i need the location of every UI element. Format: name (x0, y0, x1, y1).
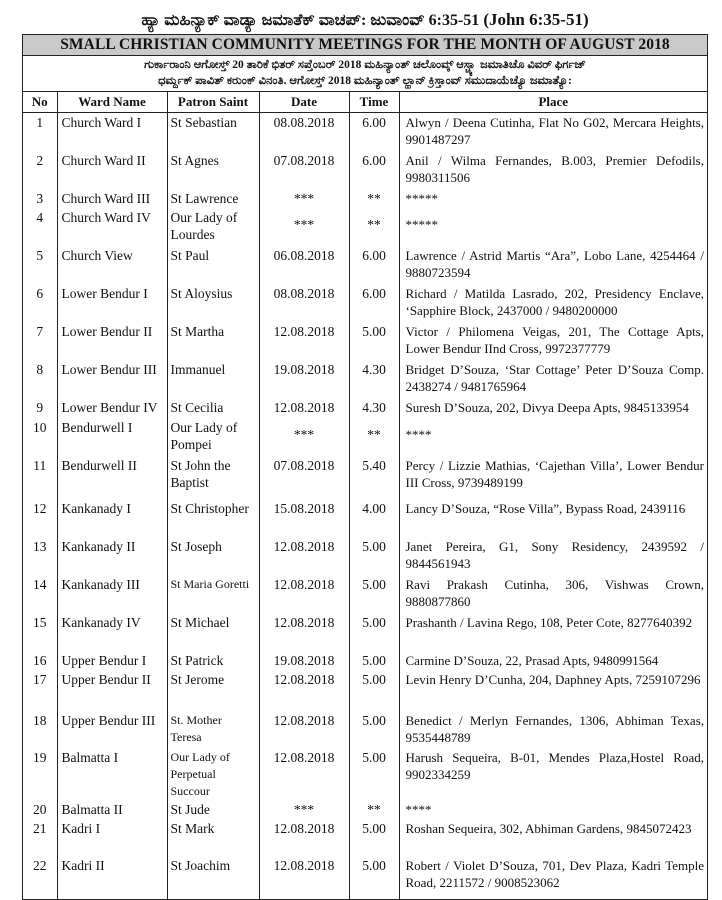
meeting-date: 12.08.2018 (259, 748, 349, 800)
table-row (23, 456, 707, 499)
meeting-place: Roshan Sequeira, 302, Abhiman Gardens, 9845072423 (399, 819, 707, 856)
meeting-time: 5.00 (349, 575, 399, 613)
meeting-place: Suresh D’Souza, 202, Divya Deepa Apts, 9845133954 (399, 398, 707, 418)
meeting-place: Benedict / Merlyn Fernandes, 1306, Abhiman Texas, 9535448789 (399, 711, 707, 748)
table-row (23, 819, 707, 856)
meeting-date: 06.08.2018 (259, 246, 349, 284)
patron-saint: St Christopher (167, 499, 259, 537)
patron-saint: Our Lady of Lourdes (167, 208, 259, 246)
meeting-date: 12.08.2018 (259, 537, 349, 575)
row-number: 7 (36, 323, 44, 339)
ward-name: Bendurwell II (57, 456, 167, 499)
ward-name: Church Ward III (57, 189, 167, 208)
row-number: 1 (36, 115, 44, 130)
row-number: 19 (33, 749, 47, 765)
patron-saint: St Jude (167, 800, 259, 819)
meeting-place: Ravi Prakash Cutinha, 306, Vishwas Crown, 9880877860 (399, 575, 707, 613)
patron-saint: St Aloysius (167, 284, 259, 322)
ward-name: Kankanady I (57, 499, 167, 537)
row-number: 5 (36, 247, 44, 263)
patron-saint: St John the Baptist (167, 456, 259, 499)
ward-name: Bendurwell I (57, 418, 167, 456)
meeting-place: ***** (399, 208, 707, 246)
table-row (23, 856, 707, 896)
col-header-time: Time (349, 92, 399, 113)
meeting-date: 12.08.2018 (259, 398, 349, 418)
meeting-place: Prashanth / Lavina Rego, 108, Peter Cote, 8277640392 (399, 613, 707, 651)
table-row (23, 398, 707, 418)
meeting-date: 08.08.2018 (259, 284, 349, 322)
row-number: 3 (36, 190, 44, 206)
ward-name: Church Ward II (57, 151, 167, 189)
col-header-saint: Patron Saint (167, 92, 259, 113)
row-number: 4 (36, 209, 44, 225)
spacer-cell (167, 896, 259, 899)
meeting-time: 6.00 (349, 151, 399, 189)
page-title: SMALL CHRISTIAN COMMUNITY MEETINGS FOR THE MONTH OF AUGUST 2018 (23, 35, 707, 56)
col-header-place: Place (399, 92, 707, 113)
meeting-date: 12.08.2018 (259, 613, 349, 651)
meeting-place: Lawrence / Astrid Martis “Ara”, Lobo Lane, 4254464 / 9880723594 (399, 246, 707, 284)
meetings-table (23, 92, 707, 899)
ward-name: Kankanady III (57, 575, 167, 613)
intro-line-2: ಧರ್ಮ್ದಕ್ ಪಾವಿತ್ ಕರುಂಕ್ ವಿನಂತಿ. ಆಗೋಸ್ತ್ 2018 ಮಹಿನ್ಯಾಂತ್ ಲ್ಹಾನ್ ಕ್ರಿಸ್ತಾಂವ್ ಸಮುದಾಯೆಚ್ಯೊ ಜಮಾತ್ಯೊ: (158, 75, 572, 87)
meeting-place: **** (399, 418, 707, 456)
row-number: 2 (36, 152, 44, 168)
row-number: 18 (33, 712, 47, 728)
table-row (23, 360, 707, 398)
patron-saint: Immanuel (167, 360, 259, 398)
meeting-place: Bridget D’Souza, ‘Star Cottage’ Peter D’Souza Comp. 2438274 / 9481765964 (399, 360, 707, 398)
meeting-date: *** (259, 418, 349, 456)
table-body (23, 113, 707, 899)
meeting-date: 12.08.2018 (259, 711, 349, 748)
meeting-place: Harush Sequeira, B-01, Mendes Plaza,Hostel Road, 9902334259 (399, 748, 707, 800)
meeting-date: 12.08.2018 (259, 856, 349, 896)
table-row (23, 322, 707, 360)
table-row (23, 499, 707, 537)
meeting-time: ** (349, 418, 399, 456)
patron-saint: St Mark (167, 819, 259, 856)
reading-verse (22, 6, 708, 34)
ward-name: Kankanady IV (57, 613, 167, 651)
row-number: 11 (33, 457, 47, 473)
meeting-date: 07.08.2018 (259, 151, 349, 189)
meeting-date: 19.08.2018 (259, 360, 349, 398)
intro-line-1: ಗುರ್ಕಾರಾಂನಿ ಆಗೋಸ್ತ್ 20 ತಾರಿಕೆ ಭಿತರ್ ಸಪ್ತೆಂಬರ್ 2018 ಮಹಿನ್ಯಾಂತ್ ಚಲೊಂವ್ಕ್ ಆಸ್ಚ್ಯಾ ಜಮಾತಿಚೊ ವಿವರ್ ಫಿರ್ಗಜ್ (144, 59, 586, 71)
patron-saint: St Michael (167, 613, 259, 651)
meeting-place: Levin Henry D’Cunha, 204, Daphney Apts, 7259107296 (399, 670, 707, 711)
patron-saint: St Martha (167, 322, 259, 360)
patron-saint: Our Lady of Pompei (167, 418, 259, 456)
meeting-date: 12.08.2018 (259, 322, 349, 360)
meeting-time: ** (349, 189, 399, 208)
verse-english: (John 6:35-51) (483, 10, 589, 29)
meeting-date: 07.08.2018 (259, 456, 349, 499)
meeting-date: *** (259, 208, 349, 246)
col-header-ward: Ward Name (57, 92, 167, 113)
meeting-time: 5.40 (349, 456, 399, 499)
spacer-cell (259, 896, 349, 899)
meeting-place: **** (399, 800, 707, 819)
meeting-place: Janet Pereira, G1, Sony Residency, 2439592 / 9844561943 (399, 537, 707, 575)
meeting-date: 19.08.2018 (259, 651, 349, 670)
meeting-date: 15.08.2018 (259, 499, 349, 537)
table-row (23, 418, 707, 456)
meeting-time: 4.30 (349, 360, 399, 398)
row-number: 6 (36, 285, 44, 301)
patron-saint: St Joachim (167, 856, 259, 896)
verse-kannada: ಹ್ಯಾ ಮಹಿನ್ಯಾಕ್ ವಾಡ್ಯಾ ಜಮಾತೆಕ್ ವಾಚಪ್: ಜುವಾಂವ್ 6:35-51 (141, 12, 480, 29)
ward-name: Church View (57, 246, 167, 284)
row-number: 22 (33, 857, 47, 873)
table-row (23, 113, 707, 151)
spacer-cell (399, 896, 707, 899)
patron-saint: St Paul (167, 246, 259, 284)
table-row (23, 284, 707, 322)
meeting-place: Richard / Matilda Lasrado, 202, Presidency Enclave, ‘Sapphire Block, 2437000 / 9480200000 (399, 284, 707, 322)
table-row (23, 246, 707, 284)
table-row (23, 800, 707, 819)
meeting-time: 5.00 (349, 711, 399, 748)
table-header-row (23, 92, 707, 113)
ward-name: Upper Bendur I (57, 651, 167, 670)
patron-saint: St Patrick (167, 651, 259, 670)
col-header-date: Date (259, 92, 349, 113)
meeting-time: 6.00 (349, 113, 399, 151)
table-row (23, 208, 707, 246)
row-number: 13 (33, 538, 47, 554)
row-number: 17 (33, 671, 47, 687)
table-row (23, 575, 707, 613)
meeting-place: Robert / Violet D’Souza, 701, Dev Plaza, Kadri Temple Road, 2211572 / 9008523062 (399, 856, 707, 896)
table-row (23, 537, 707, 575)
patron-saint: St Jerome (167, 670, 259, 711)
ward-name: Upper Bendur III (57, 711, 167, 748)
meeting-date: 12.08.2018 (259, 670, 349, 711)
meeting-time: 5.00 (349, 670, 399, 711)
ward-name: Balmatta II (57, 800, 167, 819)
meeting-date: 08.08.2018 (259, 113, 349, 151)
meeting-time: 4.30 (349, 398, 399, 418)
table-row (23, 613, 707, 651)
meeting-time: 5.00 (349, 856, 399, 896)
meeting-place: ***** (399, 189, 707, 208)
table-row (23, 748, 707, 800)
row-number: 12 (33, 500, 47, 516)
meeting-time: 5.00 (349, 651, 399, 670)
table-bottom-spacer (23, 896, 707, 899)
meeting-time: 4.00 (349, 499, 399, 537)
meeting-date: *** (259, 800, 349, 819)
meeting-date: *** (259, 189, 349, 208)
meeting-time: ** (349, 800, 399, 819)
patron-saint: St. Mother Teresa (167, 711, 259, 748)
row-number: 15 (33, 614, 47, 630)
table-row (23, 151, 707, 189)
row-number: 9 (36, 399, 44, 415)
intro-text (23, 56, 707, 92)
row-number: 14 (33, 576, 47, 592)
meeting-time: ** (349, 208, 399, 246)
ward-name: Lower Bendur II (57, 322, 167, 360)
patron-saint: St Joseph (167, 537, 259, 575)
patron-saint: St Cecilia (167, 398, 259, 418)
table-row (23, 651, 707, 670)
meeting-time: 6.00 (349, 246, 399, 284)
schedule-frame (22, 34, 708, 900)
meeting-place: Percy / Lizzie Mathias, ‘Cajethan Villa’, Lower Bendur III Cross, 9739489199 (399, 456, 707, 499)
table-row (23, 189, 707, 208)
spacer-cell (23, 896, 57, 899)
meeting-time: 5.00 (349, 819, 399, 856)
table-row (23, 670, 707, 711)
meeting-date: 12.08.2018 (259, 819, 349, 856)
patron-saint: St Maria Goretti (167, 575, 259, 613)
meeting-time: 5.00 (349, 748, 399, 800)
col-header-no: No (23, 92, 57, 113)
ward-name: Lower Bendur IV (57, 398, 167, 418)
ward-name: Upper Bendur II (57, 670, 167, 711)
meeting-time: 5.00 (349, 322, 399, 360)
patron-saint: St Lawrence (167, 189, 259, 208)
row-number: 21 (33, 820, 47, 836)
ward-name: Kadri I (57, 819, 167, 856)
meeting-time: 6.00 (349, 284, 399, 322)
row-number: 16 (33, 652, 47, 668)
meeting-place: Anil / Wilma Fernandes, B.003, Premier Defodils, 9980311506 (399, 151, 707, 189)
meeting-place: Carmine D’Souza, 22, Prasad Apts, 9480991564 (399, 651, 707, 670)
meeting-time: 5.00 (349, 613, 399, 651)
meeting-time: 5.00 (349, 537, 399, 575)
ward-name: Lower Bendur III (57, 360, 167, 398)
patron-saint: St Agnes (167, 151, 259, 189)
ward-name: Church Ward IV (57, 208, 167, 246)
meeting-date: 12.08.2018 (259, 575, 349, 613)
meeting-place: Victor / Philomena Veigas, 201, The Cottage Apts, Lower Bendur IInd Cross, 9972377779 (399, 322, 707, 360)
patron-saint: St Sebastian (167, 113, 259, 151)
row-number: 20 (33, 801, 47, 817)
patron-saint: Our Lady of Perpetual Succour (167, 748, 259, 800)
ward-name: Kankanady II (57, 537, 167, 575)
ward-name: Balmatta I (57, 748, 167, 800)
spacer-cell (57, 896, 167, 899)
ward-name: Kadri II (57, 856, 167, 896)
spacer-cell (349, 896, 399, 899)
meeting-place: Alwyn / Deena Cutinha, Flat No G02, Mercara Heights, 9901487297 (399, 113, 707, 151)
meeting-place: Lancy D’Souza, “Rose Villa”, Bypass Road, 2439116 (399, 499, 707, 537)
ward-name: Lower Bendur I (57, 284, 167, 322)
row-number: 10 (33, 419, 47, 435)
row-number: 8 (36, 361, 44, 377)
table-row (23, 711, 707, 748)
ward-name: Church Ward I (57, 113, 167, 151)
